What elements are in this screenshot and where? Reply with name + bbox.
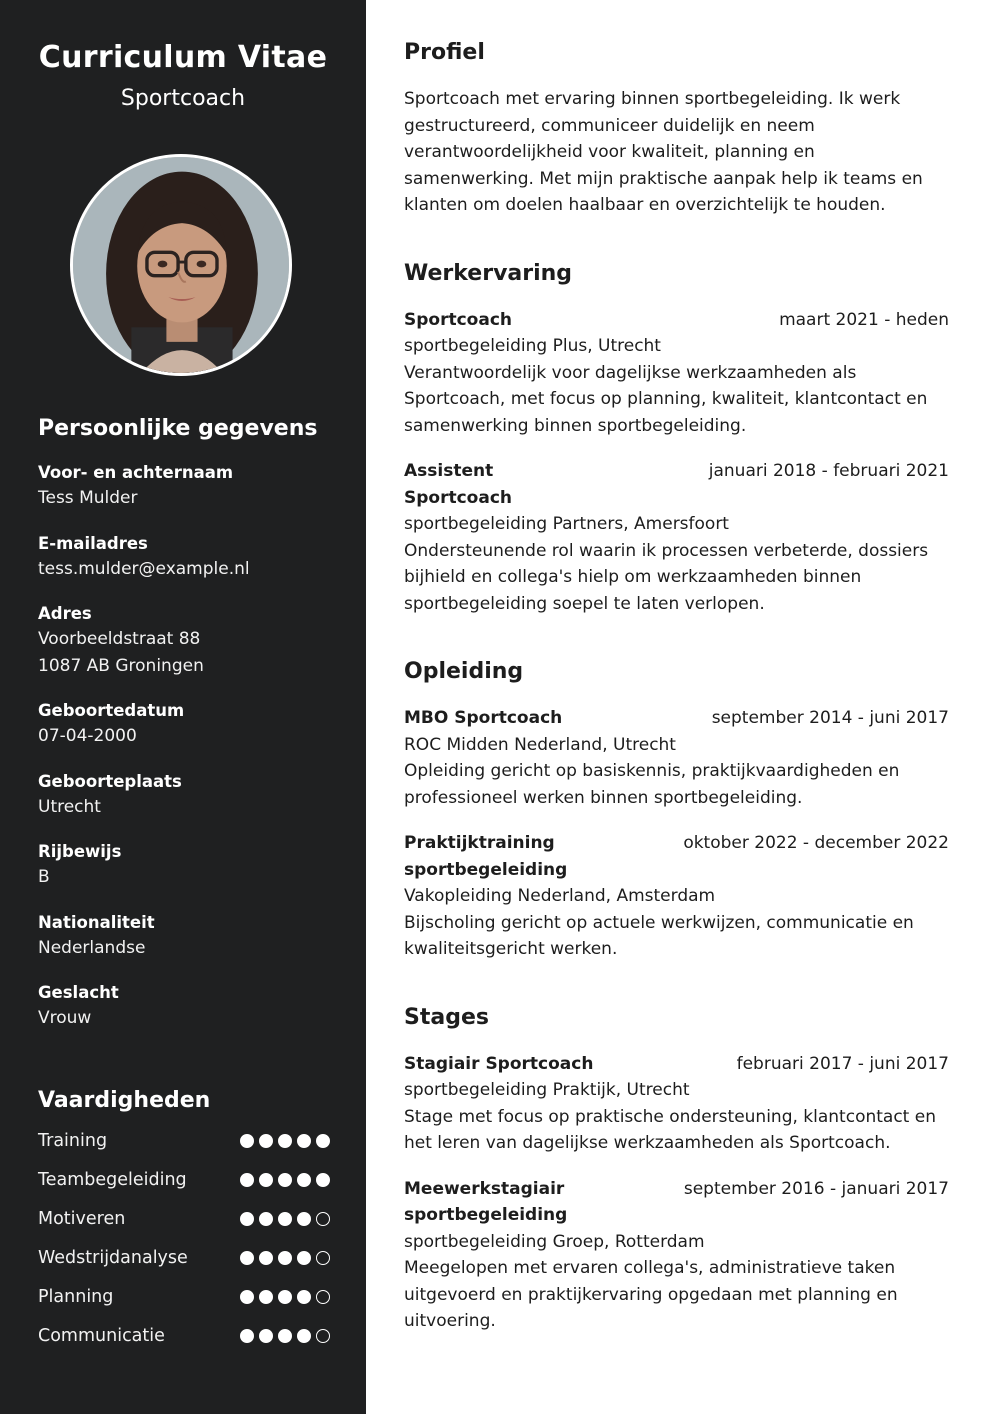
profile-section	[404, 38, 949, 219]
entry-date: september 2016 - januari 2017	[683, 1178, 949, 1199]
cv-entry	[404, 458, 949, 617]
skill-row	[38, 1121, 338, 1160]
entry-title: Meewerkstagiair sportbegeleiding	[404, 1178, 568, 1225]
rating-dot-filled	[297, 1134, 311, 1148]
entry-organization: sportbegeleiding Plus, Utrecht	[404, 336, 661, 356]
entry-date: oktober 2022 - december 2022	[683, 833, 949, 853]
rating-dot-filled	[297, 1173, 311, 1187]
rating-dot-filled	[278, 1173, 292, 1187]
entry-date: maart 2021 - heden	[779, 309, 949, 330]
detail-label: Geslacht	[38, 983, 119, 1002]
detail-value: B	[38, 867, 50, 887]
entry-date: september 2014 - juni 2017	[711, 708, 949, 728]
entry-date: februari 2017 - juni 2017	[736, 1053, 949, 1074]
profile-photo	[70, 154, 292, 376]
cv-entry	[404, 830, 949, 963]
rating-dot-filled	[259, 1212, 273, 1226]
entry-organization: sportbegeleiding Groep, Rotterdam	[404, 1231, 705, 1252]
rating-dot-empty	[316, 1212, 330, 1226]
cv-title: Curriculum Vitae	[38, 40, 328, 75]
cv-entry	[404, 1051, 949, 1157]
skill-name: Motiveren	[38, 1208, 126, 1229]
skill-rating	[240, 1173, 338, 1187]
skill-rating	[240, 1329, 338, 1343]
entry-title: Praktijktraining sportbegeleiding	[404, 833, 568, 880]
entry-organization: ROC Midden Nederland, Utrecht	[404, 734, 676, 755]
job-title: Sportcoach	[120, 86, 246, 111]
cv-entry	[404, 1176, 949, 1335]
skill-name: Teambegeleiding	[38, 1169, 187, 1190]
entry-header	[404, 458, 949, 511]
rating-dot-filled	[259, 1251, 273, 1265]
profile-heading: Profiel	[404, 40, 485, 65]
entry-description: Verantwoordelijk voor dagelijkse werkzaamheden als Sportcoach, met focus op planning, kwaliteit, klantcontact en samenwerking binnen sportbegeleiding.	[404, 362, 928, 436]
rating-dot-filled	[316, 1134, 330, 1148]
cv-entry	[404, 307, 949, 440]
detail-label: Voor- en achternaam	[38, 463, 234, 482]
entry-date: januari 2018 - februari 2021	[708, 461, 949, 481]
entry-description: Meegelopen met ervaren collega's, administratieve taken uitgevoerd en praktijkervaring opgedaan met planning en uitvoering.	[404, 1258, 898, 1331]
section-heading: Opleiding	[404, 659, 524, 684]
rating-dot-filled	[259, 1290, 273, 1304]
skills-section	[38, 1088, 338, 1355]
entry-title: Stagiair Sportcoach	[404, 1053, 594, 1074]
rating-dot-filled	[297, 1212, 311, 1226]
detail-field	[38, 461, 338, 512]
entry-header	[404, 830, 949, 883]
entry-title: MBO Sportcoach	[404, 708, 563, 728]
skill-rating	[240, 1290, 338, 1304]
personal-details-heading: Persoonlijke gegevens	[38, 416, 318, 441]
skill-name: Communicatie	[38, 1325, 165, 1346]
entry-description: Opleiding gericht op basiskennis, praktijkvaardigheden en professioneel werken binnen sportbegeleiding.	[404, 761, 900, 808]
skill-row	[38, 1238, 338, 1277]
detail-value: 07-04-2000	[38, 726, 137, 746]
rating-dot-filled	[240, 1329, 254, 1343]
detail-label: Nationaliteit	[38, 912, 155, 932]
detail-field	[38, 699, 338, 750]
detail-value: Tess Mulder	[38, 488, 138, 508]
detail-field	[38, 981, 338, 1032]
detail-value: Utrecht	[38, 796, 101, 817]
cv-entry	[404, 705, 949, 811]
detail-value: Vrouw	[38, 1008, 92, 1028]
detail-label: Rijbewijs	[38, 842, 122, 861]
detail-label: E-mailadres	[38, 533, 148, 553]
entry-description: Ondersteunende rol waarin ik processen verbeterde, dossiers bijhield en collega's hielp om werkzaamheden binnen sportbegeleiding soepel te laten verlopen.	[404, 540, 929, 614]
entry-description: Bijscholing gericht op actuele werkwijzen, communicatie en kwaliteitsgericht werken.	[404, 912, 914, 959]
rating-dot-empty	[316, 1290, 330, 1304]
rating-dot-filled	[259, 1173, 273, 1187]
detail-field	[38, 602, 338, 679]
skill-rating	[240, 1134, 338, 1148]
detail-label: Geboortedatum	[38, 701, 185, 720]
section-heading: Stages	[404, 1004, 489, 1030]
entry-title: Sportcoach	[404, 309, 513, 330]
detail-label: Geboorteplaats	[38, 771, 182, 791]
detail-value: Voorbeeldstraat 88	[38, 629, 201, 649]
personal-details	[38, 416, 338, 1032]
rating-dot-filled	[297, 1251, 311, 1265]
rating-dot-filled	[259, 1134, 273, 1148]
rating-dot-filled	[297, 1290, 311, 1304]
rating-dot-filled	[278, 1212, 292, 1226]
portrait-illustration	[73, 157, 289, 373]
skills-heading: Vaardigheden	[38, 1088, 211, 1113]
detail-value: 1087 AB Groningen	[38, 655, 204, 676]
skill-name: Training	[38, 1130, 108, 1151]
rating-dot-filled	[259, 1329, 273, 1343]
profile-text: Sportcoach met ervaring binnen sportbegeleiding. Ik werk gestructureerd, communiceer duidelijk en neem verantwoordelijkheid voor kwaliteit, planning en samenwerking. Met mijn praktische aanpak help ik teams en klanten om doelen haalbaar en overzichtelijk te houden.	[404, 89, 923, 215]
detail-field	[38, 532, 338, 583]
detail-field	[38, 770, 338, 821]
skill-row	[38, 1277, 338, 1316]
rating-dot-filled	[240, 1173, 254, 1187]
entry-organization: sportbegeleiding Praktijk, Utrecht	[404, 1080, 690, 1100]
detail-field	[38, 911, 338, 962]
main-content	[366, 0, 1000, 1414]
detail-value: tess.mulder@example.nl	[38, 558, 250, 579]
entry-description: Stage met focus op praktische ondersteuning, klantcontact en het leren van dagelijkse werkzaamheden als Sportcoach.	[404, 1106, 936, 1153]
skill-name: Wedstrijdanalyse	[38, 1247, 188, 1268]
skill-row	[38, 1199, 338, 1238]
skill-rating	[240, 1212, 338, 1226]
skill-rating	[240, 1251, 338, 1265]
entry-header	[404, 1051, 949, 1078]
rating-dot-filled	[316, 1173, 330, 1187]
section-heading: Werkervaring	[404, 260, 573, 286]
detail-field	[38, 840, 338, 891]
detail-label: Adres	[38, 604, 92, 623]
entry-header	[404, 1176, 949, 1229]
entry-organization: Vakopleiding Nederland, Amsterdam	[404, 886, 716, 906]
rating-dot-filled	[240, 1251, 254, 1265]
cv-section	[404, 1003, 949, 1335]
rating-dot-filled	[278, 1329, 292, 1343]
skill-name: Planning	[38, 1286, 114, 1307]
cv-section	[404, 259, 949, 618]
rating-dot-filled	[240, 1212, 254, 1226]
rating-dot-filled	[297, 1329, 311, 1343]
detail-value: Nederlandse	[38, 937, 146, 958]
rating-dot-empty	[316, 1251, 330, 1265]
entry-title: Assistent Sportcoach	[404, 461, 513, 508]
sidebar	[0, 0, 366, 1414]
rating-dot-empty	[316, 1329, 330, 1343]
rating-dot-filled	[240, 1290, 254, 1304]
entry-header	[404, 307, 949, 334]
skill-row	[38, 1316, 338, 1355]
entry-organization: sportbegeleiding Partners, Amersfoort	[404, 514, 729, 534]
cv-section	[404, 657, 949, 963]
rating-dot-filled	[278, 1290, 292, 1304]
skill-row	[38, 1160, 338, 1199]
rating-dot-filled	[240, 1134, 254, 1148]
rating-dot-filled	[278, 1251, 292, 1265]
entry-header	[404, 705, 949, 732]
rating-dot-filled	[278, 1134, 292, 1148]
